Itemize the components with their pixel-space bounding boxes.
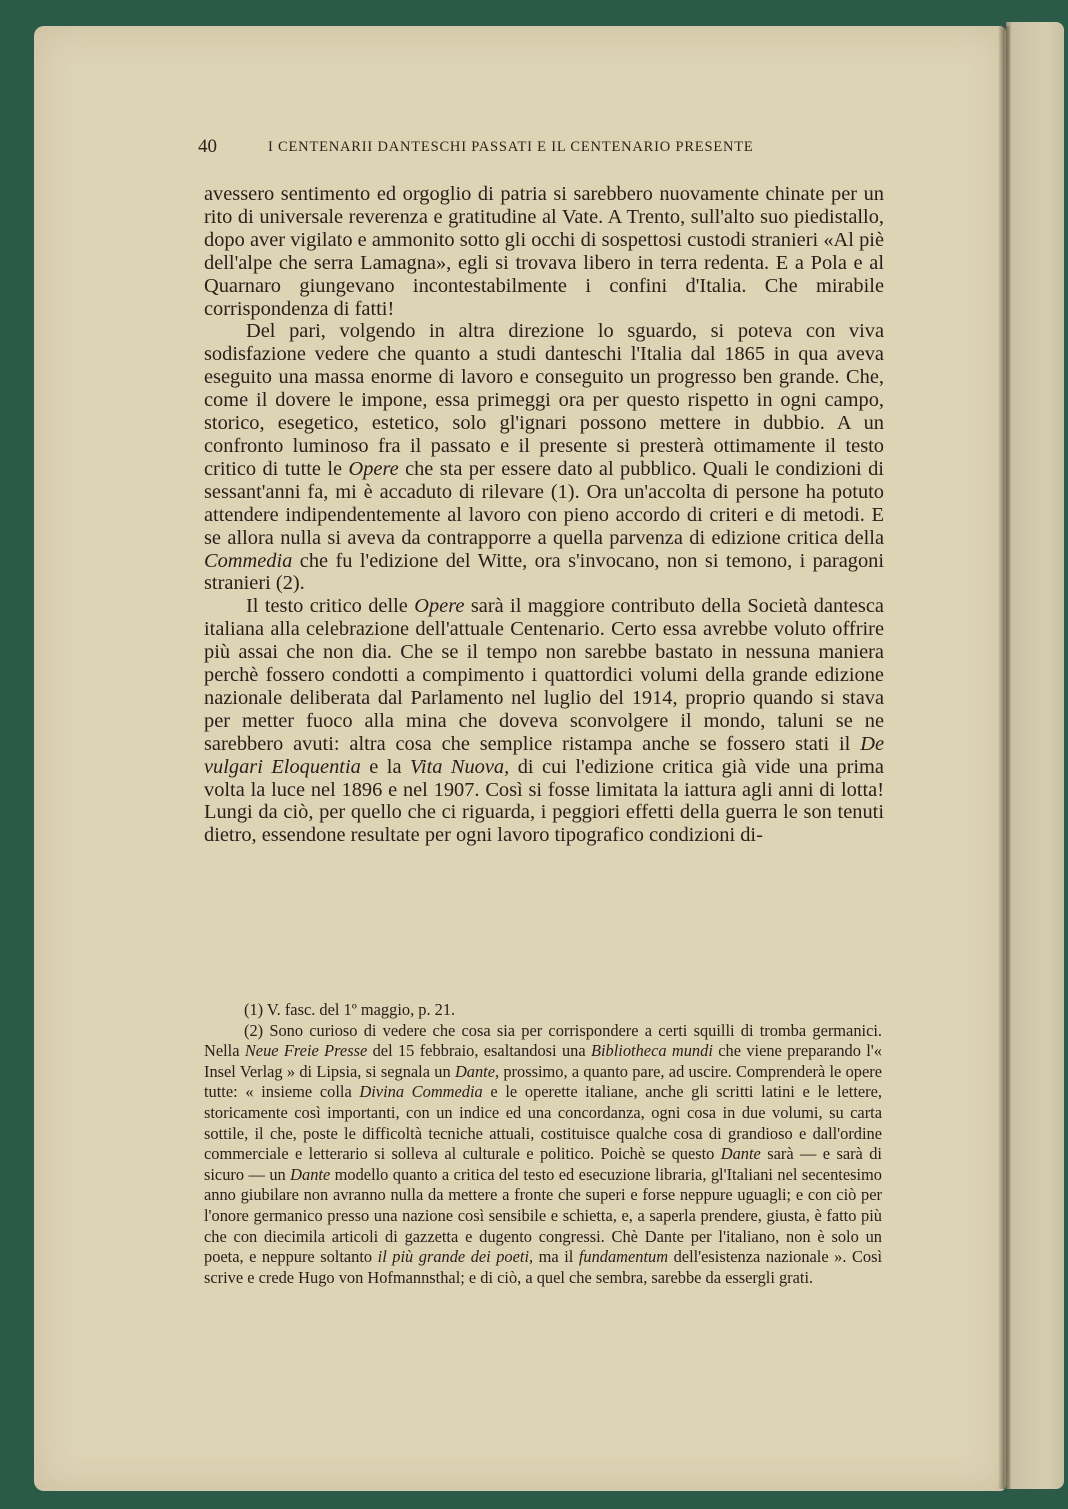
paragraph-2-italic-opere: Opere [348, 457, 399, 480]
paragraph-2 [204, 320, 884, 595]
footnote-2-italic-dante-1: Dante, [454, 1061, 500, 1081]
footnote-2-text-h: ma il [538, 1247, 574, 1267]
paragraph-3-text-a: Il testo critico delle [246, 595, 408, 618]
footnote-2-text-d: prossimo, a quanto pare, ad uscire. Comprenderà le opere tutte: « insieme colla [204, 1061, 882, 1102]
paragraph-3-italic-opere: Opere [414, 595, 465, 618]
footnote-2-italic-dante-3: Dante [290, 1164, 331, 1184]
footnote-2-italic-divina-commedia: Divina Commedia [359, 1082, 483, 1102]
footnote-2-italic-bibliotheca: Bibliotheca mundi [590, 1041, 713, 1061]
footnote-2-italic-dante-2: Dante [720, 1144, 761, 1164]
footnote-2-italic-piu-grande: il più grande dei poeti, [377, 1247, 534, 1267]
paragraph-3-text-c: e la [369, 755, 402, 778]
footnote-1: (1) V. fasc. del 1º maggio, p. 21. [244, 1000, 456, 1019]
paragraph-2-italic-commedia: Commedia [204, 549, 293, 572]
paragraph-2-text-b: che sta per essere dato al pubblico. Quali le condizioni di sessant'anni fa, mi è accaduto di rilevare (1). Ora un'accolta di persone ha potuto attendere indipendentemente al lavoro con pieno accordo di criteri e di metodi. E se allora nulla si aveva da contrapporre a quella parvenza di edizione critica della [204, 457, 884, 549]
paragraph-1 [204, 183, 884, 320]
footnote-2-text-j: dell'esistenza nazionale ». Così scrive e crede Hugo von Hofmannsthal; e di ciò, a quel che sembra, sarebbe da essergli grati. [204, 1247, 883, 1287]
footnote-2-text-c: che viene preparando l'« Insel Verlag » di Lipsia, si segnala un [204, 1041, 882, 1081]
paragraph-3-italic-de-vulgari: De vulgari Eloquentia [204, 732, 884, 778]
facing-page-edge [1006, 22, 1064, 1489]
footnote-2-text-b: del 15 febbraio, esaltandosi una [372, 1041, 586, 1061]
running-head-title: I CENTENARII DANTESCHI PASSATI E IL CENTENARIO PRESENTE [268, 139, 754, 155]
footnote-2 [204, 1021, 882, 1289]
paragraph-2-text-a: Del pari, volgendo in altra direzione lo sguardo, si poteva con viva sodisfazione vedere che quanto a studi danteschi l'Italia dal 1865 in qua aveva eseguito una massa enorme di lavoro e conseguito un progresso ben grande. Che, come il dovere le impone, essa primeggi ora per questo rispetto in ogni campo, storico, esegetico, estetico, solo gl'ignari possono mettere in dubbio. A un confronto luminoso fra il passato e il presente si presterà ottimamente il testo critico di tutte le [204, 320, 884, 480]
paragraph-2-text-c: che fu l'edizione del Witte, ora s'invocano, non si temono, i paragoni stranieri (2). [204, 549, 885, 595]
book-gutter-shadow [998, 26, 1010, 1489]
footnote-2-text-f: sarà — e sarà di sicuro — un [204, 1144, 882, 1184]
paragraph-3 [204, 595, 884, 847]
footnote-2-text-g: modello quanto a critica del testo ed esecuzione libraria, gl'Italiani nel secentesimo anno giubilare non avranno nulla da mettere a fronte che superi e forse neppure uguagli; e con ciò per l'onore germanico presso una nazione così sensibile e schietta, e, a saperla prendere, giusta, è fatto più che con diecimila articoli di gazzetta e dugento congressi. Chè Dante per l'italiano, non è solo un poeta, e neppure soltanto [204, 1164, 882, 1267]
body-text [204, 183, 884, 847]
paragraph-1-text: avessero sentimento ed orgoglio di patria si sarebbero nuovamente chinate per un rito di universale reverenza e gratitudine al Vate. A Trento, sull'alto suo piedistallo, dopo aver vigilato e ammonito sotto gli occhi di sospettosi custodi stranieri «Al piè dell'alpe che serra Lamagna», egli si trovava libero in terra redenta. E a Pola e al Quarnaro giungevano incontestabilmente i confini d'Italia. Che mirabile corrispondenza di fatti! [204, 183, 884, 320]
footnote-2-text-a: (2) Sono curioso di vedere che cosa sia per corrispondere a certi squilli di tromba germanici. Nella [204, 1020, 882, 1061]
paragraph-3-italic-vita-nuova: Vita Nuova, [409, 755, 510, 778]
footnotes [204, 1000, 882, 1288]
footnote-2-italic-fundamentum: fundamentum [578, 1247, 669, 1267]
footnote-2-italic-neue-freie-presse: Neue Freie Presse [244, 1041, 368, 1061]
paragraph-3-text-d: di cui l'edizione critica già vide una prima volta la luce nel 1896 e nel 1907. Così si fosse limitata la iattura agli anni di lotta! Lungi da ciò, per quello che ci riguarda, i peggiori effetti della guerra le son tenuti dietro, essendone resultate per ogni lavoro tipografico condizioni di- [204, 755, 884, 847]
page-number: 40 [198, 136, 217, 157]
footnote-2-text-e: e le operette italiane, anche gli scritti latini e le lettere, storicamente così importanti, con un indice ed una concordanza, ogni cosa in due volumi, su carta sottile, il che, poste le difficoltà tecniche attuali, costituisce qualche cosa di grandioso e dall'ordine commerciale e letterario si solleva al culturale e politico. Poichè se questo [204, 1082, 882, 1164]
paragraph-3-text-b: sarà il maggiore contributo della Società dantesca italiana alla celebrazione dell'attuale Centenario. Certo essa avrebbe voluto offrire più assai che non dia. Che se il tempo non sarebbe bastato in nessuna maniera perchè fossero condotti a compimento i quattordici volumi della grande edizione nazionale deliberata dal Parlamento nel luglio del 1914, proprio quando si stava per metter fuoco alla mina che doveva sconvolgere il mondo, taluni se ne sarebbero avuti: altra cosa che semplice ristampa anche se fossero stati il [204, 595, 884, 755]
running-head [198, 138, 826, 162]
